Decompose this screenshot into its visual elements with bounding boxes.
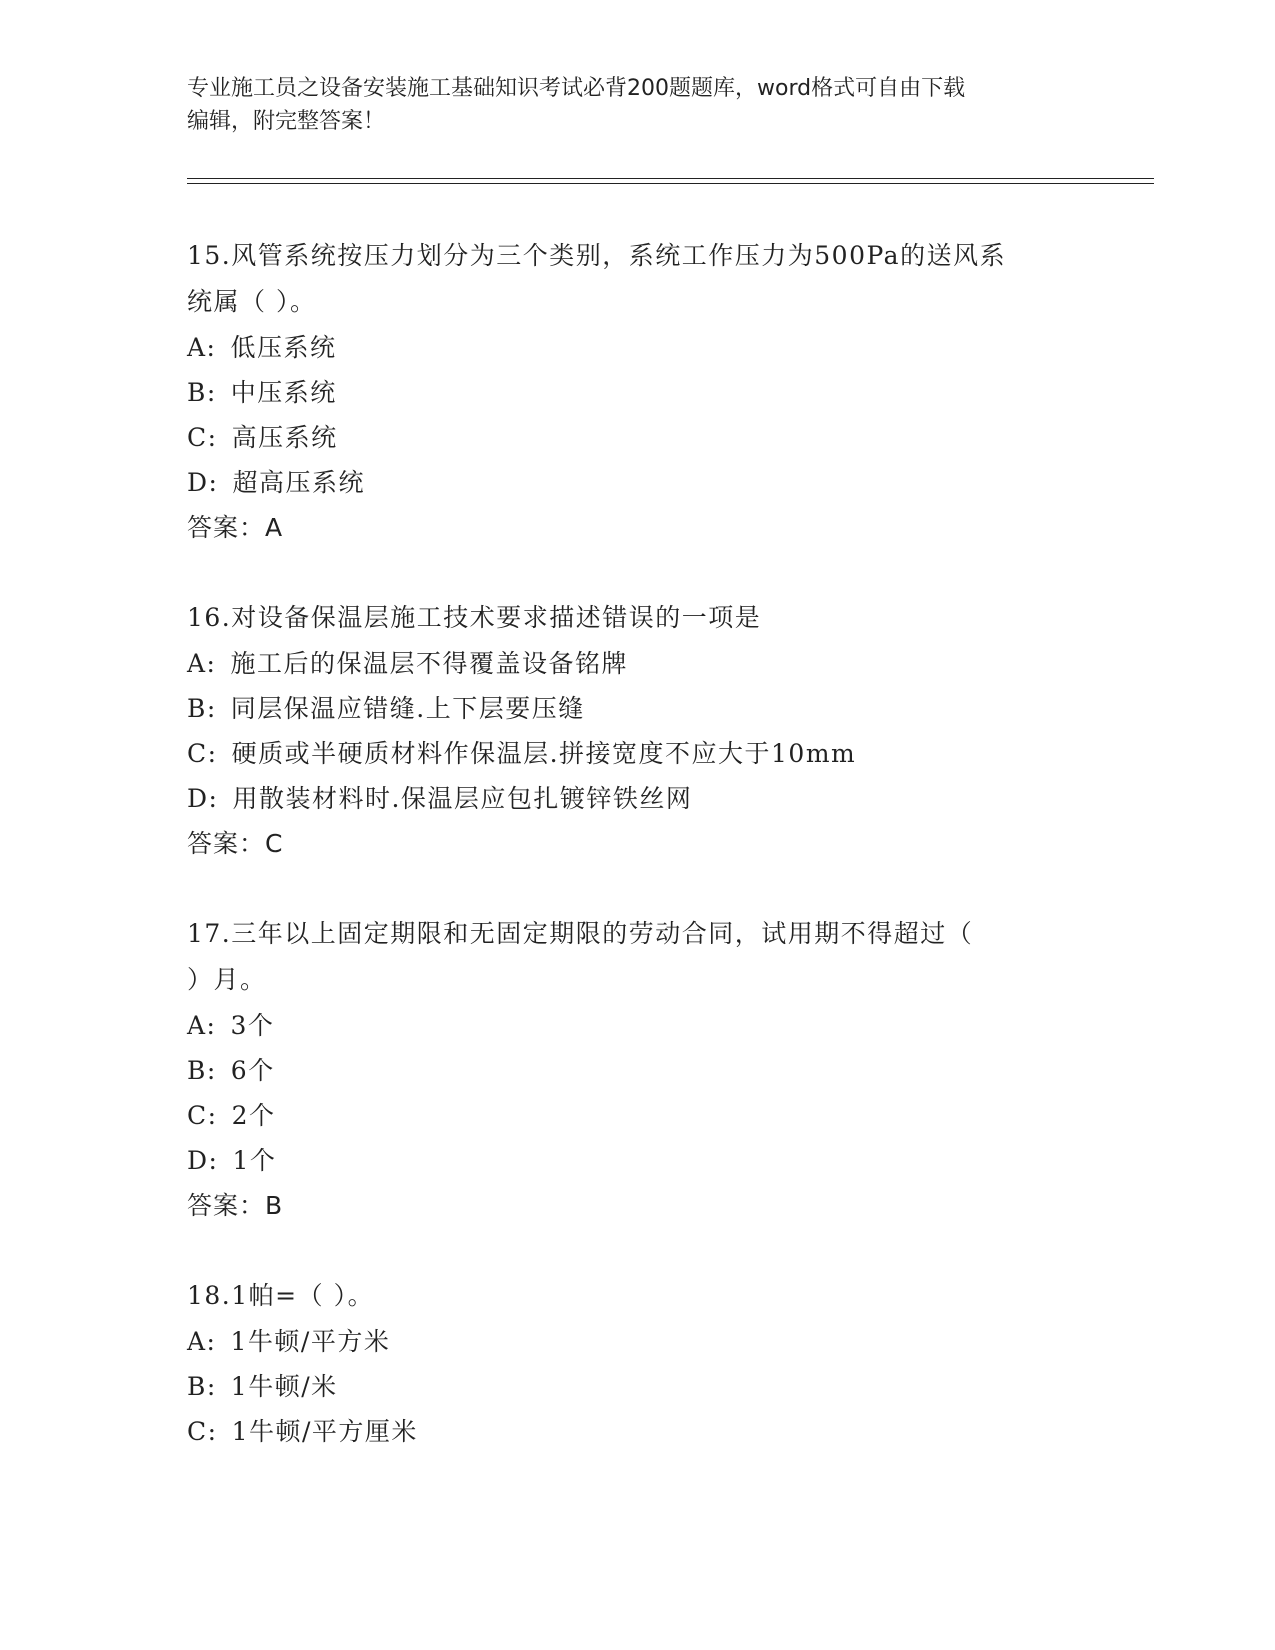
option-text: 2个 (231, 1101, 276, 1130)
question-number: 18. (187, 1281, 232, 1310)
header-divider-top (187, 178, 1154, 179)
option-letter: B: (187, 378, 217, 407)
option-text: 用散装材料时.保温层应包扎镀锌铁丝网 (232, 784, 693, 813)
option-text: 超高压系统 (232, 468, 365, 497)
question-text (187, 911, 1087, 957)
question-text (187, 1273, 1087, 1319)
option-text: 低压系统 (230, 333, 337, 362)
answer-label: 答案：C (187, 829, 284, 858)
question-17 (187, 911, 1087, 1229)
option-c (187, 1093, 1087, 1138)
option-text: 1个 (232, 1146, 277, 1175)
option-a (187, 641, 1087, 686)
header-title-line1: 专业施工员之设备安装施工基础知识考试必背200题题库，word格式可自由下载 (187, 76, 966, 101)
option-text: 硬质或半硬质材料作保温层.拼接宽度不应大于10mm (231, 739, 857, 768)
option-text: 施工后的保温层不得覆盖设备铭牌 (230, 649, 628, 678)
option-text: 高压系统 (231, 423, 338, 452)
question-text-line2: ）月。 (187, 965, 267, 994)
option-letter: D: (187, 468, 219, 497)
option-letter: B: (187, 1372, 217, 1401)
option-a (187, 1003, 1087, 1048)
document-header (187, 72, 1087, 138)
question-16 (187, 595, 1087, 867)
option-b (187, 686, 1087, 731)
question-15 (187, 233, 1087, 551)
question-number: 16. (187, 603, 232, 632)
question-list (187, 233, 1087, 1498)
option-d (187, 1138, 1087, 1183)
question-text-line1: 三年以上固定期限和无固定期限的劳动合同，试用期不得超过（ (231, 919, 974, 948)
question-text-line2: 统属（ ）。 (187, 287, 317, 316)
question-18 (187, 1273, 1087, 1454)
question-text (187, 233, 1087, 279)
option-text: 6个 (230, 1056, 275, 1085)
option-letter: A: (187, 649, 217, 678)
option-b (187, 370, 1087, 415)
option-b (187, 1364, 1087, 1409)
option-d (187, 776, 1087, 821)
question-number: 15. (187, 241, 232, 270)
option-d (187, 460, 1087, 505)
question-text-line1: 对设备保温层施工技术要求描述错误的一项是 (231, 603, 762, 632)
option-text: 中压系统 (230, 378, 337, 407)
option-c (187, 415, 1087, 460)
option-letter: A: (187, 1011, 217, 1040)
option-text: 1牛顿/米 (230, 1372, 338, 1401)
option-letter: D: (187, 1146, 219, 1175)
option-a (187, 325, 1087, 370)
option-c (187, 731, 1087, 776)
question-number: 17. (187, 919, 232, 948)
option-text: 1牛顿/平方厘米 (231, 1417, 418, 1446)
header-divider-bottom (187, 183, 1154, 184)
option-letter: C: (187, 1417, 218, 1446)
option-b (187, 1048, 1087, 1093)
option-letter: B: (187, 694, 217, 723)
option-letter: A: (187, 333, 217, 362)
option-c (187, 1409, 1087, 1454)
option-letter: B: (187, 1056, 217, 1085)
question-text-line1: 1帕=（ ）。 (231, 1281, 375, 1310)
option-text: 3个 (230, 1011, 275, 1040)
option-a (187, 1319, 1087, 1364)
option-letter: C: (187, 423, 218, 452)
answer-label: 答案：B (187, 1191, 284, 1220)
question-text (187, 595, 1087, 641)
option-text: 1牛顿/平方米 (230, 1327, 391, 1356)
option-letter: C: (187, 739, 218, 768)
answer-label: 答案：A (187, 513, 284, 542)
option-letter: A: (187, 1327, 217, 1356)
header-title-line2: 编辑，附完整答案！ (187, 109, 386, 134)
question-text-line1: 风管系统按压力划分为三个类别，系统工作压力为500Pa的送风系 (231, 241, 1007, 270)
option-letter: C: (187, 1101, 218, 1130)
option-letter: D: (187, 784, 219, 813)
option-text: 同层保温应错缝.上下层要压缝 (230, 694, 585, 723)
